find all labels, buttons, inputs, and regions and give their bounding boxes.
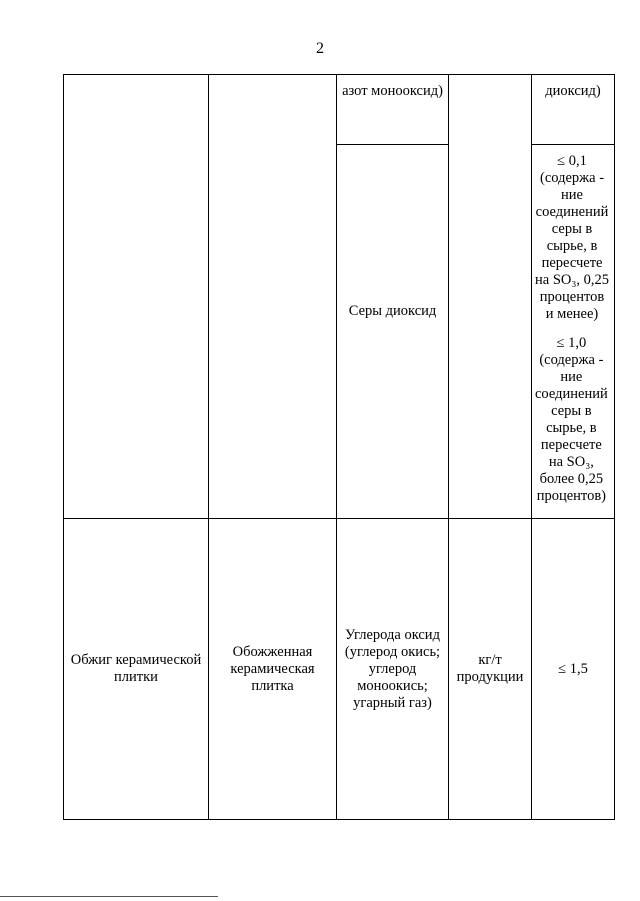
table-border-bottom bbox=[63, 819, 615, 820]
substance-continued-text: азот монооксид) bbox=[342, 83, 443, 99]
substance-cell-carbon-monoxide bbox=[337, 519, 448, 819]
process-cell bbox=[64, 519, 208, 819]
value-carbon-monoxide: ≤ 1,5 bbox=[558, 660, 588, 677]
value-sulfur-high-block bbox=[535, 335, 608, 505]
value-line: соединений bbox=[535, 204, 609, 220]
value-line: соединений bbox=[535, 386, 608, 402]
substance-cell-continued bbox=[337, 83, 448, 143]
table-border-top bbox=[63, 74, 615, 75]
footer-divider bbox=[0, 896, 218, 897]
value-line: более 0,25 bbox=[539, 471, 604, 487]
value-line: (содержа - bbox=[539, 352, 604, 368]
value-line: (содержа - bbox=[539, 170, 605, 186]
value-line: ≤ 1,0 bbox=[556, 335, 587, 351]
value-line: сырье, в bbox=[546, 420, 597, 436]
table-border-right bbox=[614, 74, 615, 820]
value-line: серы в bbox=[551, 403, 592, 419]
value-line: ние bbox=[561, 187, 583, 203]
value-sulfur-low-block bbox=[535, 153, 609, 323]
value-line: ние bbox=[560, 369, 583, 385]
value-line: на SO₃, bbox=[548, 454, 594, 470]
value-line: процентов bbox=[539, 289, 605, 305]
value-line: серы в bbox=[551, 221, 593, 237]
value-line: ≤ 0,1 bbox=[557, 153, 587, 169]
unit-cell bbox=[449, 519, 531, 819]
value-cell-continued bbox=[532, 83, 614, 143]
substance-cell-sulfur-dioxide bbox=[337, 145, 448, 518]
unit-text: кг/т продукции bbox=[456, 652, 524, 685]
value-line: сырье, в bbox=[546, 238, 598, 254]
process-text: Обжиг керамической плитки bbox=[70, 652, 202, 685]
value-continued-text: диоксид) bbox=[545, 83, 601, 99]
page-number: 2 bbox=[316, 40, 324, 57]
row-divider-partial-right bbox=[531, 144, 615, 145]
product-text: Обожженная керамическая плитка bbox=[230, 643, 315, 694]
value-cell-carbon-monoxide bbox=[532, 519, 614, 819]
value-line: пересчете bbox=[540, 437, 602, 453]
substance-carbon-monoxide: Углерода оксид (углерод окись; углерод моноокись; угарный газ) bbox=[344, 626, 441, 711]
value-cell-sulfur-dioxide bbox=[532, 153, 614, 518]
substance-sulfur-dioxide: Серы диоксид bbox=[348, 303, 437, 319]
emissions-table bbox=[63, 74, 615, 820]
value-line: и менее) bbox=[545, 306, 599, 322]
product-cell bbox=[209, 519, 336, 819]
value-line: процентов) bbox=[536, 488, 607, 504]
value-line: пересчете bbox=[541, 255, 603, 271]
value-line: на SO₃, 0,25 bbox=[535, 272, 610, 288]
